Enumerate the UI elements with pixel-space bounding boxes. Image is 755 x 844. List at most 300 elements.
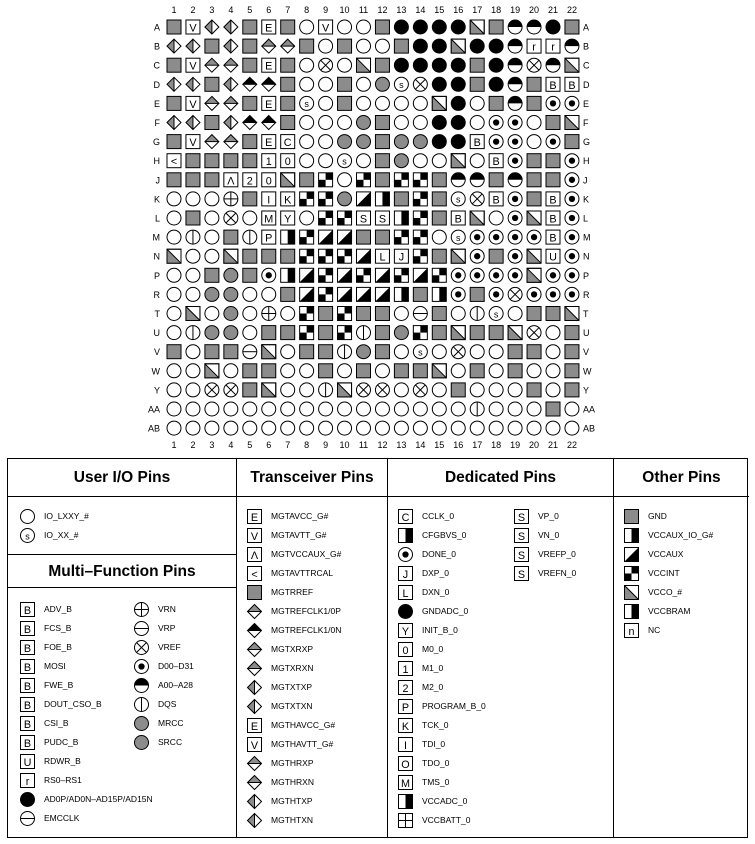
vccint-pin [319,287,333,301]
dedicated-section [388,459,614,837]
legend-item-label: RS0–RS1 [44,775,82,785]
io-pin [319,39,333,53]
io-pin [394,421,408,435]
gnd-pin [205,268,219,282]
vrp-pin-symbol [134,621,149,636]
col-number-bottom: 2 [190,440,196,450]
legend-item-label: PUDC_B [44,737,79,747]
vccbram-pin [432,287,446,301]
config-b-pin [546,77,560,92]
vcco-pin [565,58,579,72]
gnd-pin [413,364,427,378]
io-pin [167,192,181,206]
gnd-pin [375,154,389,168]
data-pin [565,268,579,282]
gnd-pin [565,364,579,378]
legend-item-label: IO_LXXY_# [44,511,89,521]
gnd-pin [546,116,560,130]
col-number-top: 3 [209,5,215,15]
col-number-bottom: 8 [304,440,310,450]
svg-text:C: C [401,511,410,524]
legend-item-label: DXN_0 [422,587,450,597]
io-pin [319,96,333,110]
vcco-pin [186,307,200,321]
svg-text:U: U [23,756,32,769]
legend-item [134,677,193,693]
data-pin [508,135,522,149]
ad-pin [432,20,446,34]
dqs-pin [470,402,484,416]
vccint-pin [319,268,333,282]
vccint-pin [413,211,427,225]
svg-text:L: L [402,587,409,600]
data-pin [546,268,560,282]
io-pin [186,364,200,378]
mgt-rx-refclk-pin [205,58,219,72]
col-number-bottom: 1 [171,440,177,450]
io-pin [300,77,314,91]
sysmon-pin [357,211,371,226]
config-b-pin-symbol [20,621,35,636]
row-label-left: Y [153,385,160,396]
io-pin [546,421,560,435]
legend-item-label: VCCADC_0 [422,796,468,806]
data-pin [565,96,579,110]
svg-text:E: E [265,60,273,73]
row-label-right: F [583,118,589,128]
vccaux-pin-symbol [624,547,639,562]
legend-item [247,793,313,809]
legend-item [247,508,328,524]
vref-pin [319,58,333,72]
gnd-pin [243,39,257,53]
io-pin [338,421,352,435]
gnd-pin [375,230,389,244]
m2-pin-symbol [398,680,413,695]
mgt-rx-refclk-pin [262,39,276,53]
io-pin [167,307,181,321]
program-pin-symbol [398,699,413,714]
gnd-pin [243,249,257,263]
svg-text:S: S [517,530,526,543]
io-pin [394,96,408,110]
io-pin [489,402,503,416]
legend-item-label: MGTAVCC_G# [271,511,329,521]
vccaux-pin [357,249,371,263]
io-pin [205,307,219,321]
mgt-tx-pin [224,77,238,91]
gnd-pin [546,173,560,187]
row-label-left: T [154,309,160,319]
row-label-left: V [153,347,160,358]
data-pin [508,192,522,206]
gnd-pin [186,173,200,187]
pin-legend [7,458,748,838]
io-pin [489,211,503,225]
ad-pin [451,58,465,72]
io-pin [262,287,276,301]
gnd-pin [394,39,408,53]
m0-pin [262,173,276,188]
svg-text:B: B [549,194,557,207]
mgt-avtt-pin-symbol [247,737,262,752]
ad-pin [432,39,446,53]
svg-text:s: s [25,530,30,541]
svg-text:B: B [454,213,462,226]
gnd-pin [167,96,181,110]
mgt-tx-pin [186,116,200,130]
gnd-pin [319,345,333,359]
vref-pin [451,345,465,359]
svg-text:s: s [418,347,423,358]
vcco-pin [357,58,371,72]
vccint-pin [338,326,352,340]
gnd-pin [281,77,295,91]
svg-text:0: 0 [284,156,291,169]
row-label-left: H [153,156,160,167]
io-xx-pin [451,230,465,244]
legend-item-label: D00–D31 [158,661,194,671]
data-pin [451,287,465,301]
gnd-pin [527,345,541,359]
gnd-pin [375,20,389,34]
vccint-pin [300,307,314,321]
mgt-tx-pin [186,77,200,91]
vccbram-pin-symbol [624,604,639,619]
col-number-bottom: 5 [247,440,253,450]
mgt-tx-pin [224,39,238,53]
legend-item [514,546,576,562]
io-xx-pin [451,192,465,206]
legend-item [20,677,73,693]
io-pin [205,402,219,416]
config-b-pin-symbol [20,659,35,674]
legend-item-label: PROGRAM_B_0 [422,701,486,711]
clock-capable-pin [394,135,408,149]
ad-pin [451,20,465,34]
vccint-pin [300,192,314,206]
sysmon-pin-symbol [514,528,529,543]
legend-item [514,508,559,524]
svg-text:P: P [401,701,410,714]
clock-capable-pin [338,135,352,149]
ad-pin [432,77,446,91]
clock-capable-pin [224,307,238,321]
tms-pin-symbol [398,775,413,790]
svg-text:S: S [517,511,526,524]
legend-item-label: MGTXTXP [271,682,313,692]
legend-item [134,601,176,617]
gnd-pin [281,58,295,72]
svg-text:V: V [250,739,259,752]
a-pin [508,39,522,53]
svg-text:Y: Y [401,625,410,638]
io-pin [413,154,427,168]
io-xx-pin [413,345,427,359]
a-pin [546,58,560,72]
data-pin [565,249,579,263]
dqs-pin [243,230,257,244]
a-pin [508,58,522,72]
mgt-tx-pin [186,39,200,53]
vccint-pin [338,249,352,263]
svg-text:J: J [402,568,409,581]
row-label-right: AA [583,404,596,415]
col-number-bottom: 4 [228,440,234,450]
col-number-top: 8 [304,5,310,15]
io-pin [300,58,314,72]
data-pin [527,287,541,301]
vref-pin [413,383,427,397]
mgt-tx-pin-symbol [247,794,262,809]
svg-text:O: O [401,758,410,771]
io-pin [470,154,484,168]
row-label-right: K [583,194,590,205]
data-pin [489,230,503,244]
mgt-avtt-pin [186,135,200,150]
svg-text:0: 0 [265,175,272,188]
clock-capable-pin-symbol [134,735,149,750]
config-b-pin-symbol [20,640,35,655]
svg-text:V: V [250,530,259,543]
svg-text:B: B [23,737,32,750]
gnd-pin [243,135,257,149]
dxp-pin-symbol [398,566,413,581]
data-pin [565,192,579,206]
row-label-right: C [583,60,590,71]
legend-item-label: MGTHRXN [271,777,314,787]
legend-item [398,508,454,524]
row-label-left: M [152,232,160,243]
clock-capable-pin [224,326,238,340]
ad-pin [489,58,503,72]
vcco-pin [451,249,465,263]
vccadc-pin-symbol [398,794,413,809]
legend-item-label: VRN [158,604,176,614]
data-pin [508,230,522,244]
legend-item [398,622,458,638]
io-pin [300,154,314,168]
row-label-left: J [155,175,160,186]
tms-pin [262,211,276,226]
col-number-top: 22 [566,5,577,15]
vccint-pin [413,173,427,187]
legend-item-label: NC [648,625,661,635]
clock-capable-pin [224,287,238,301]
io-pin [565,421,579,435]
gnd-pin [167,20,181,34]
io-pin [205,230,219,244]
tdi-pin [262,192,276,207]
gnd-pin [489,173,503,187]
gnd-pin [300,345,314,359]
io-pin [281,364,295,378]
vccadc-pin [281,268,295,282]
svg-text:L: L [379,251,386,264]
gnd-pin [470,58,484,72]
legend-item-label: VCCINT [648,568,680,578]
ad-pin [489,77,503,91]
legend-item-label: INIT_B_0 [422,625,458,635]
io-pin [281,345,295,359]
gnd-pin [470,326,484,340]
io-pin [186,287,200,301]
gnd-pin [224,154,238,168]
io-pin [167,364,181,378]
io-pin [262,402,276,416]
io-pin [300,421,314,435]
gnd-pin [205,39,219,53]
vccaux-pin [375,268,389,282]
legend-item [247,698,313,714]
vref-pin [357,383,371,397]
io-pin [186,192,200,206]
io-pin [243,326,257,340]
gnd-pin [527,96,541,110]
svg-text:I: I [267,194,271,207]
svg-text:B: B [549,79,557,92]
legend-item [134,658,194,674]
vccint-pin [357,173,371,187]
vccint-pin [413,192,427,206]
col-number-bottom: 19 [510,440,521,450]
io-pin [243,402,257,416]
data-pin [565,287,579,301]
svg-text:B: B [549,213,557,226]
col-number-bottom: 9 [323,440,329,450]
legend-item [514,527,559,543]
vref-pin [413,77,427,91]
vrp-pin [243,345,257,359]
user-io-title: User I/O Pins [8,459,236,497]
io-pin [338,402,352,416]
col-number-top: 1 [171,5,177,15]
io-pin [375,39,389,53]
data-pin [508,249,522,263]
gnd-pin [413,287,427,301]
vcco-pin [432,364,446,378]
legend-item-label: MGTREFCLK1/0N [271,625,342,635]
legend-item [624,527,713,543]
io-pin [319,77,333,91]
io-pin [300,116,314,130]
data-pin [527,230,541,244]
io-pin [527,364,541,378]
mgt-avcc-pin-symbol [247,718,262,733]
legend-item [398,565,449,581]
row-label-left: D [153,79,160,90]
io-pin [508,402,522,416]
sysmon-pin-symbol [514,509,529,524]
ad-pin [432,135,446,149]
cclk-pin [281,135,295,150]
mgt-tx-pin-symbol [247,813,262,828]
dxn-pin-symbol [398,585,413,600]
col-number-bottom: 12 [377,440,388,450]
gnd-pin [470,364,484,378]
a-pin [508,96,522,110]
legend-item-label: CCLK_0 [422,511,455,521]
io-pin [375,402,389,416]
ad-pin [451,96,465,110]
io-pin [205,249,219,263]
io-pin [432,383,446,397]
gnd-pin [262,326,276,340]
io-xx-pin [394,77,408,91]
dqs-pin [357,326,371,340]
config-b-pin [451,211,465,226]
data-pin-symbol [398,547,413,562]
mgt-rx-refclk-pin [224,135,238,149]
legend-item-label: MGTVCCAUX_G# [271,549,342,559]
dxn-pin [375,249,389,264]
legend-item [247,774,314,790]
init-pin [281,211,295,226]
vrn-pin [224,192,238,206]
gnd-pin [300,173,314,187]
gnd-pin [243,58,257,72]
io-pin [167,326,181,340]
legend-item [20,639,72,655]
sysmon-pin-symbol [514,547,529,562]
legend-item [20,772,82,788]
io-pin [338,364,352,378]
col-number-top: 13 [396,5,407,15]
legend-item [247,527,326,543]
legend-item-label: MGTREFCLK1/0P [271,606,341,616]
sysmon-pin [375,211,389,226]
legend-item-label: MGTHRXP [271,758,314,768]
a-pin [451,173,465,187]
vccint-pin [300,326,314,340]
clock-capable-pin [357,135,371,149]
legend-item-label: GND [648,511,667,521]
rs-pin [527,39,541,54]
gnd-pin [470,77,484,91]
io-pin [224,364,238,378]
vcco-pin [470,20,484,34]
io-xx-pin [489,307,503,321]
row-label-left: A [153,22,160,33]
svg-text:B: B [23,642,32,655]
legend-item [624,622,660,638]
a-pin [508,20,522,34]
vcco-pin [527,211,541,225]
dqs-pin [186,326,200,340]
row-label-left: W [151,366,160,377]
vccint-pin [413,326,427,340]
row-label-left: G [152,137,160,148]
legend-item-label: TDI_0 [422,739,446,749]
gnd-pin [489,20,503,34]
nc-pin-symbol [624,623,639,638]
data-pin [489,287,503,301]
col-number-top: 20 [529,5,540,15]
data-pin [508,116,522,130]
io-pin [319,135,333,149]
legend-item-label: MGTHTXN [271,815,314,825]
io-pin [470,383,484,397]
svg-text:Λ: Λ [250,549,259,562]
legend-item [247,660,314,676]
io-pin [300,402,314,416]
data-pin [565,230,579,244]
row-label-right: P [583,270,590,281]
gnd-pin [527,383,541,397]
gnd-pin [224,230,238,244]
legend-item-label: FWE_B [44,680,74,690]
legend-item [20,810,79,826]
